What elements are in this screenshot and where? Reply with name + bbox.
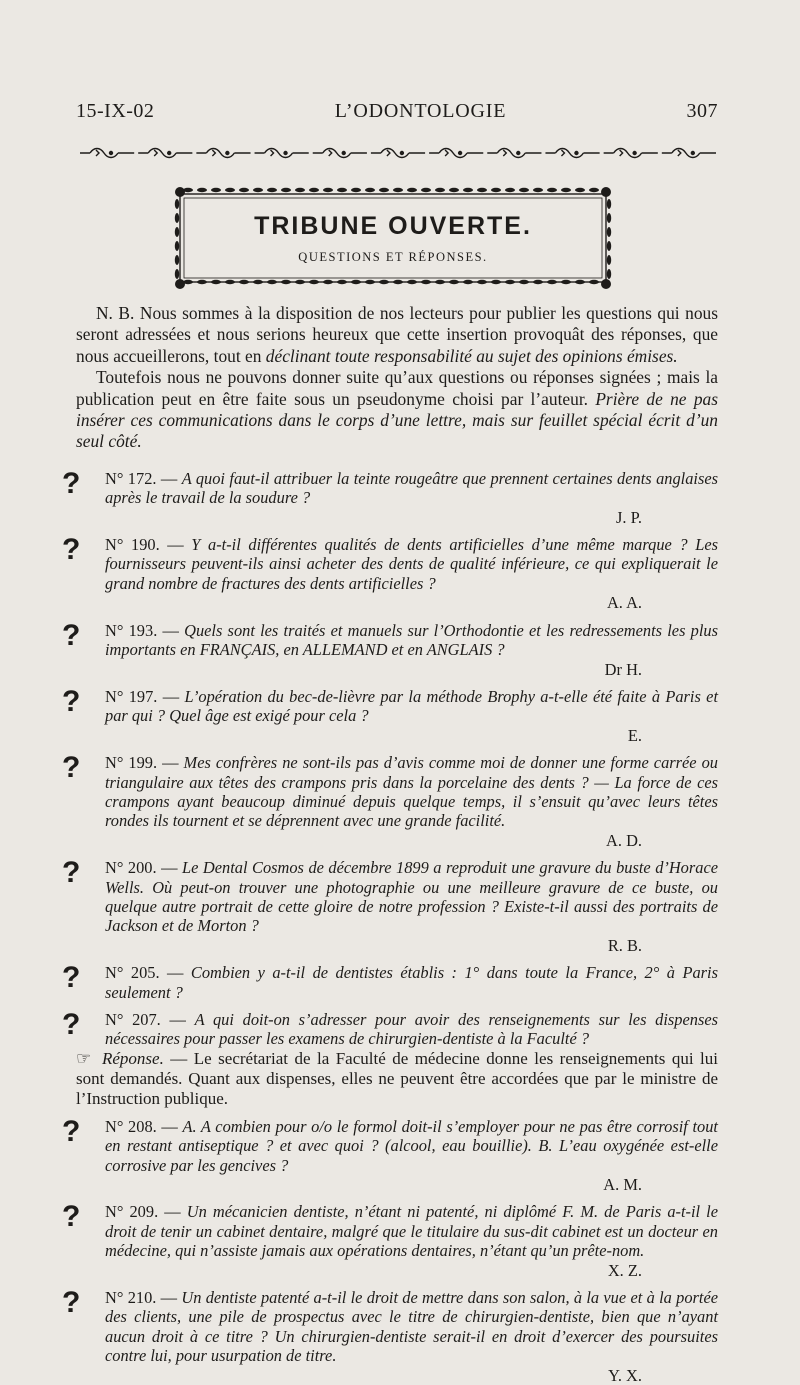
question-number: N° 210. — xyxy=(105,1288,182,1308)
question-mark-icon: ? xyxy=(62,618,81,652)
question-signature: A. D. xyxy=(606,830,642,850)
question-item xyxy=(62,1114,718,1195)
question-item xyxy=(62,1200,719,1280)
question-signature: Y. X. xyxy=(608,1365,642,1385)
question-text xyxy=(76,1202,718,1260)
question-number: N° 193. — xyxy=(105,620,185,640)
question-text xyxy=(76,469,718,508)
question-signature: J. P. xyxy=(616,507,642,527)
question-item xyxy=(62,751,719,850)
article-body xyxy=(62,303,719,1385)
question-signature: X. Z. xyxy=(607,1260,642,1280)
question-list xyxy=(62,466,719,1049)
note-paragraph-1: N. B. Nous sommes à la disposition de nos lecteurs pour publier les questions qui nous seront adressées et nous serions heureux que cette insertion provoquât des réponses, que nous accueillerons, tout en déclinant toute responsabilité au sujet des opinions émises. xyxy=(76,303,718,366)
question-number: N° 199. — xyxy=(105,753,184,773)
question-number: N° 190. — xyxy=(105,535,192,555)
question-mark-icon: ? xyxy=(62,1008,81,1041)
question-item xyxy=(62,961,718,1002)
question-item xyxy=(62,856,718,955)
question-body: Y a-t-il différentes qualités de dents artificielles d’une même marque ? Les fournisseurs peuvent-ils ainsi acheter des dents de qualité inférieure, ce qui expliquerait le grand nombre de fractures des dents artificielles ? xyxy=(105,535,718,593)
question-signature: R. B. xyxy=(607,935,642,955)
question-item xyxy=(62,1286,718,1385)
question-text xyxy=(76,1010,718,1049)
note-paragraph-2: Toutefois nous ne pouvons donner suite qu’aux questions ou réponses signées ; mais la publication peut en être faite sous un pseudonyme choisi par l’auteur. Prière de ne pas insérer ces communications dans le corps d’une lettre, mais sur feuillet spécial écrit d’un seul côté. xyxy=(76,367,718,452)
section-subtitle: QUESTIONS ET RÉPONSES. xyxy=(298,250,488,264)
question-signature: Dr H. xyxy=(604,659,642,679)
question-body: Le Dental Cosmos de décembre 1899 a reproduit une gravure du buste d’Horace Wells. Où peut-on trouver une photographie ou une meilleure gravure de ce buste, ou quelque autre portrait de cette gloire de notre profession ? Existe-t-il aussi des portraits de Jackson et de Morton ? xyxy=(105,858,718,936)
question-body: Combien y a-t-il de dentistes établis : 1° dans toute la France, 2° à Paris seulement ? xyxy=(105,963,718,1002)
question-text xyxy=(76,1117,718,1175)
question-mark-icon: ? xyxy=(62,1114,81,1148)
pointing-hand-icon: ☞ xyxy=(76,1048,92,1068)
question-mark-icon: ? xyxy=(62,751,81,785)
question-number: N° 172. — xyxy=(105,468,182,488)
question-number: N° 207. — xyxy=(105,1010,195,1029)
question-item xyxy=(62,533,718,613)
question-number: N° 205. — xyxy=(105,963,191,983)
question-signature: A. M. xyxy=(603,1175,642,1195)
journal-title: L’ODONTOLOGIE xyxy=(334,100,507,122)
question-body: Mes confrères ne sont-ils pas d’avis comme moi de donner une forme carrée ou triangulaire aux têtes des crampons pris dans la porcelaine des dents ? — La force de ces crampons ayant beaucoup diminué depuis quelque temps, il s’ensuit qu’avec leurs têtes rondes ils tournent et se déprennent avec une grande facilité. xyxy=(105,753,719,831)
question-number: N° 197. — xyxy=(105,686,185,706)
question-body: Un mécanicien dentiste, n’étant ni patenté, ni diplômé F. M. de Paris a-t-il le droit de tenir un cabinet dentaire, malgré que le titulaire du sus-dit cabinet est un docteur en médecine, qui n’assiste jamais aux opérations dentaires, n’étant qu’un prête-nom. xyxy=(105,1202,719,1261)
question-signature: A. A. xyxy=(606,593,642,613)
question-mark-icon: ? xyxy=(62,466,81,500)
section-title: TRIBUNE OUVERTE. xyxy=(254,212,532,240)
question-number: N° 208. — xyxy=(105,1116,183,1136)
question-text xyxy=(76,1288,718,1366)
question-body: L’opération du bec-de-lièvre par la méthode Brophy a-t-elle été faite à Paris et par qui ? Quel âge est exigé pour cela ? xyxy=(105,686,719,726)
issue-date: 15-IX-02 xyxy=(76,100,155,122)
editorial-note xyxy=(76,303,718,453)
question-text xyxy=(76,963,718,1002)
question-body: A. A combien pour o/o le formol doit-il s’employer pour ne pas être corrosif tout en restant antiseptique ? et avec quoi ? (alcool, eau bouillie). B. L’eau oxygénée est-elle corrosive par les gencives ? xyxy=(105,1116,718,1175)
question-item xyxy=(62,684,719,745)
question-body: A qui doit-on s’adresser pour avoir des renseignements sur les dispenses nécessaires pour passer les examens de chirurgien-dentiste à la Faculté ? xyxy=(105,1010,718,1049)
reply-207: ☞ Réponse. — Le secrétariat de la Faculté de médecine donne les renseignements qui lui sont demandés. Quant aux dispenses, elles ne peuvent être accordées que par le ministre de l’Instruction publique. xyxy=(76,1048,718,1108)
question-number: N° 209. — xyxy=(105,1202,187,1222)
question-signature: E. xyxy=(627,725,642,745)
running-header xyxy=(76,100,718,123)
question-item xyxy=(62,618,718,679)
question-mark-icon: ? xyxy=(62,856,81,890)
question-text xyxy=(76,858,718,936)
question-mark-icon: ? xyxy=(62,684,81,718)
question-mark-icon: ? xyxy=(62,533,81,567)
question-item xyxy=(62,1008,718,1049)
question-list-continued xyxy=(62,1114,719,1385)
question-mark-icon: ? xyxy=(62,961,81,995)
question-text xyxy=(76,687,718,726)
question-text xyxy=(76,753,718,831)
page-number: 307 xyxy=(686,100,718,122)
question-body: Quels sont les traités et manuels sur l’Orthodontie et les redressements les plus importants en FRANÇAIS, en ALLEMAND et en ANGLAIS ? xyxy=(105,620,718,660)
question-mark-icon: ? xyxy=(62,1200,81,1234)
question-text xyxy=(76,535,718,593)
ornamental-rule xyxy=(78,146,718,160)
question-body: Un dentiste patenté a-t-il le droit de mettre dans son salon, à la vue et à la portée des clients, une pile de prospectus avec le titre de chirurgien-dentiste, bien que n’ayant aucun droit à ce titre ? Un chirurgien-dentiste serait-il en droit d’exercer des poursuites contre lui, pour usurpation de titre. xyxy=(105,1288,718,1366)
question-item xyxy=(62,466,718,527)
question-body: A quoi faut-il attribuer la teinte rougeâtre que prennent certaines dents anglaises après le travail de la soudure ? xyxy=(105,468,718,508)
question-number: N° 200. — xyxy=(105,858,182,878)
question-text xyxy=(76,621,718,660)
question-mark-icon: ? xyxy=(62,1286,81,1320)
